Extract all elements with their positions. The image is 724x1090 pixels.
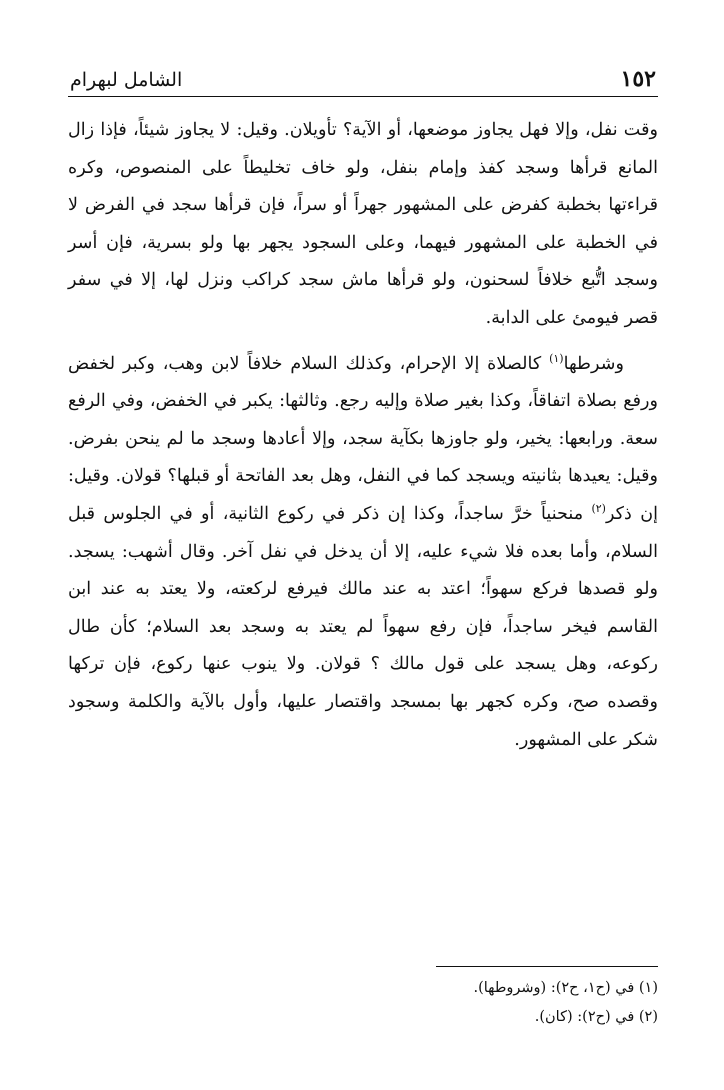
running-title: الشامل لبهرام xyxy=(70,69,183,91)
footnote-ref-1: (١) xyxy=(549,351,564,365)
main-text xyxy=(68,112,658,759)
paragraph-1: وقت نفل، وإلا فهل يجاوز موضعها، أو الآية؟ تأويلان. وقيل: لا يجاوز شيئاً، فإذا زال المانع قرأها وسجد كفذ وإمام بنفل، ولو خاف تخليطاً على المنصوص، وكره قراءتها بخطبة كفرض على المشهور جهراً أو سراً، فإن قرأها سجد في الفرض لا في الخطبة على المشهور فيهما، وعلى السجود يجهر بها ولو بسرية، فإن أسر وسجد اتُّبع خلافاً لسحنون، ولو قرأها ماش سجد كراكب ونزل لها، إلا في سفر قصر فيومئ على الدابة. xyxy=(68,120,658,328)
paragraph-2-end: منحنياً خرَّ ساجداً، وكذا إن ذكر في ركوع الثانية، أو في الجلوس قبل السلام، وأما بعده فلا شيء عليه، إلا أن يدخل في نفل آخر. وقال أشهب: يسجد. ولو قصدها فركع سهواً؛ اعتد به عند مالك فيرفع لركعته، ولا يعتد به عند ابن القاسم فيخر ساجداً، فإن رفع سهواً لم يعتد به وسجد بعد السلام؛ كأن طال ركوعه، وهل يسجد على قول مالك ؟ قولان. ولا ينوب عنها ركوع، فإن تركها وقصده صح، وكره كجهر بها بمسجد واقتصار عليها، وأول بالآية والكلمة وسجود شكر على المشهور. xyxy=(68,503,658,750)
footnotes xyxy=(68,974,658,1032)
page-number: ١٥٢ xyxy=(620,66,656,92)
paragraph-2-mid: كالصلاة إلا الإحرام، وكذلك السلام خلافاً لابن وهب، وكبر لخفض ورفع بصلاة اتفاقاً، وكذا بغير صلاة وإليه رجع. وثالثها: يكبر في الخفض، وفي الرفع سعة. ورابعها: يخير، ولو جاوزها بكآية سجد، وإلا أعادها وسجد ما لم ينحن بفرض. وقيل: يعيدها بثانيته ويسجد كما في النفل، وهل بعد الفاتحة أو قبلها؟ قولان. وقيل: إن ذكر xyxy=(68,353,659,524)
paragraph-2-start: وشرطها xyxy=(563,353,624,374)
page-header xyxy=(70,56,656,90)
footnote-2: (٢) في (ح٢): (كان). xyxy=(534,1009,658,1025)
footnote-1: (١) في (ح١، ح٢): (وشروطها). xyxy=(473,980,658,996)
header-rule xyxy=(68,96,658,97)
paragraph-2 xyxy=(68,346,658,760)
footnote-ref-2: (٢) xyxy=(591,502,606,516)
footnote-rule xyxy=(436,966,658,967)
